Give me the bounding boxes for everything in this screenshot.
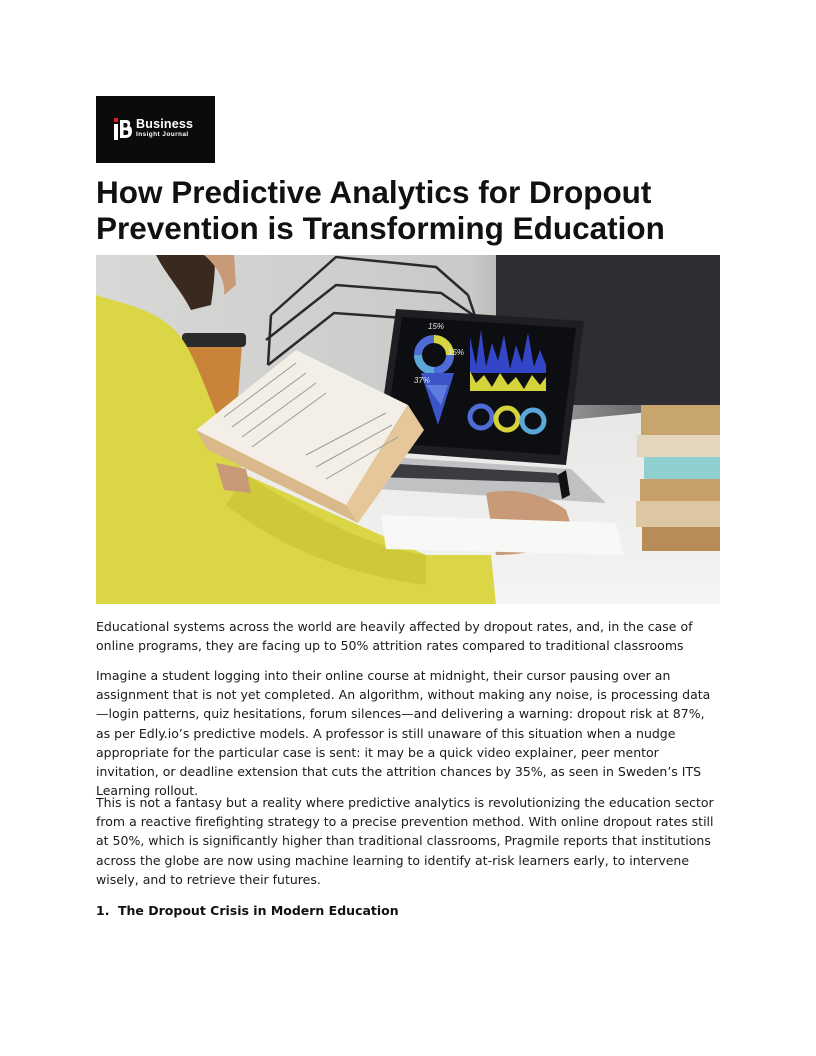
paragraph-1: Educational systems across the world are heavily affected by dropout rates, and, in the case of online programs, they are facing up to 50% attrition rates compared to traditional classrooms bbox=[96, 619, 693, 654]
hero-image bbox=[96, 255, 720, 604]
paragraph-3: This is not a fantasy but a reality where predictive analytics is revolutionizing the education sector from a reactive firefighting strategy to a precise prevention method. With online dropout rates still at 50%, which is significantly higher than traditional classrooms, Pragmile reports that institutions across the globe are now using machine learning to identify at-risk learners early, to intervene wisely, and to retrieve their futures. bbox=[96, 795, 714, 887]
brand-logo bbox=[96, 96, 215, 163]
section-number: 1. bbox=[96, 903, 110, 918]
paragraph-2: Imagine a student logging into their online course at midnight, their cursor pausing over an assignment that is not yet completed. An algorithm, without making any noise, is processing data—login patterns, quiz hesitations, forum silences—and delivering a warning: dropout risk at 87%, as per Edly.io’s predictive models. A professor is still unaware of this situation when a nudge appropriate for the particular case is sent: it may be a quick video explainer, peer mentor invitation, or deadline extension that cuts the attrition chances by 35%, as seen in Sweden’s ITS Learning rollout. bbox=[96, 668, 711, 799]
b-logo-icon bbox=[114, 118, 132, 140]
logo-wordmark bbox=[136, 118, 193, 139]
section-heading-text: The Dropout Crisis in Modern Education bbox=[118, 903, 399, 918]
logo-line-2: Insight Journal bbox=[136, 131, 189, 138]
article-title: How Predictive Analytics for Dropout Prevention is Transforming Education bbox=[96, 174, 665, 246]
dashboard-label-3: 37% bbox=[414, 376, 431, 385]
section-heading bbox=[96, 901, 399, 920]
book-stack-icon bbox=[636, 405, 720, 551]
logo-line-1: Business bbox=[136, 117, 194, 131]
dashboard-label-1: 15% bbox=[428, 322, 445, 331]
dashboard-label-2: 15% bbox=[448, 348, 465, 357]
